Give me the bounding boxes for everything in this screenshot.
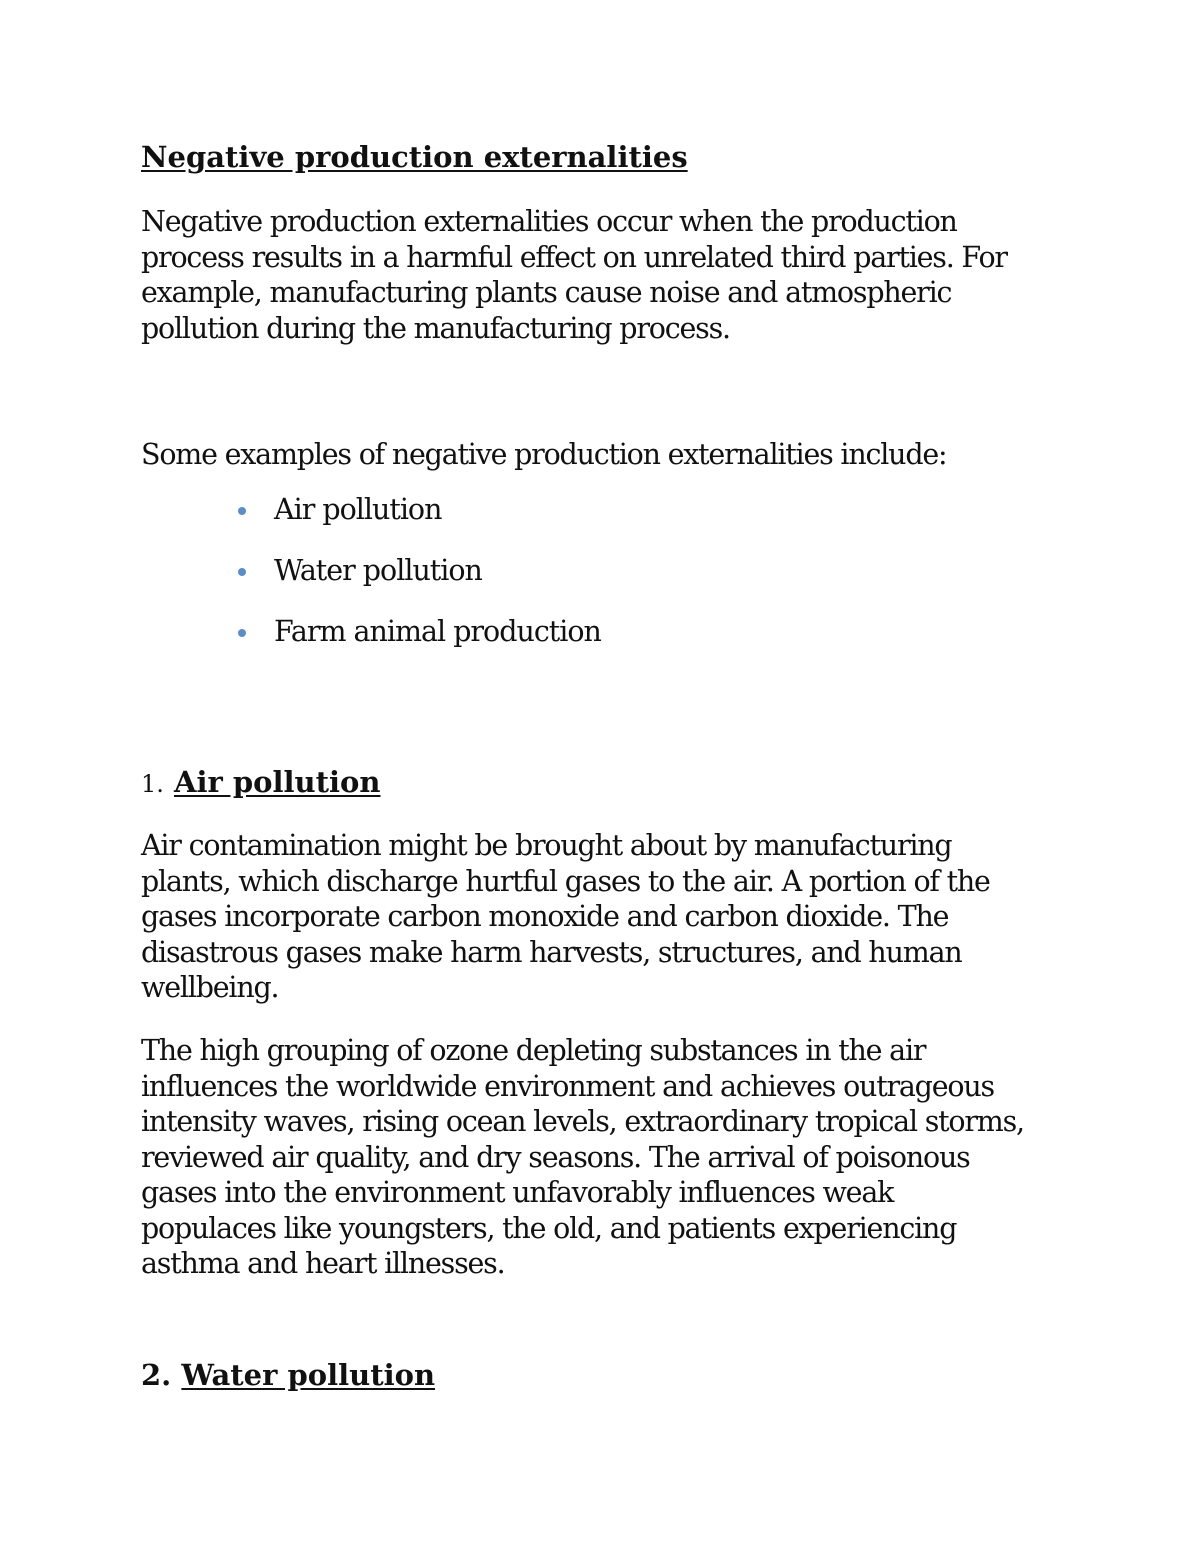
paragraph-line: disastrous gases make harm harvests, structures, and human (141, 935, 962, 969)
paragraph-line: The high grouping of ozone depleting substances in the air (141, 1034, 926, 1067)
intro-paragraph (141, 204, 1061, 346)
paragraph-line: Air contamination might be brought about by manufacturing (141, 829, 952, 862)
paragraph-line: populaces like youngsters, the old, and patients experiencing (141, 1211, 957, 1245)
section-heading-air-pollution (141, 765, 1061, 801)
examples-intro: Some examples of negative production externalities include: (141, 438, 947, 471)
paragraph-line: intensity waves, rising ocean levels, extraordinary tropical storms, (141, 1105, 1024, 1138)
paragraph-line: asthma and heart illnesses. (141, 1247, 505, 1280)
paragraph-line: wellbeing. (141, 971, 279, 1004)
intro-line: example, manufacturing plants cause noise and atmospheric (141, 276, 952, 309)
paragraph-line: plants, which discharge hurtful gases to the air. A portion of the (141, 864, 990, 898)
page-title: Negative production externalities (141, 140, 688, 174)
bullet-icon (238, 507, 246, 515)
section-title: Water pollution (181, 1358, 436, 1392)
list-item-label: Farm animal production (274, 615, 601, 648)
bullet-icon (238, 568, 246, 576)
list-item-label: Water pollution (274, 554, 482, 587)
section-number: 1. (141, 770, 164, 798)
intro-line: Negative production externalities occur when the production (141, 205, 957, 238)
intro-line: process results in a harmful effect on unrelated third parties. For (141, 240, 1007, 274)
section-number: 2. (141, 1358, 172, 1392)
list-item-label: Air pollution (274, 493, 442, 526)
paragraph-line: gases into the environment unfavorably influences weak (141, 1176, 894, 1209)
paragraph-line: gases incorporate carbon monoxide and carbon dioxide. The (141, 900, 949, 933)
paragraph-line: reviewed air quality, and dry seasons. The arrival of poisonous (141, 1140, 970, 1174)
bullet-icon (238, 629, 246, 637)
section-heading-water-pollution (141, 1358, 1061, 1392)
air-pollution-paragraph-2 (141, 1033, 1061, 1282)
paragraph-line: influences the worldwide environment and achieves outrageous (141, 1069, 994, 1103)
section-title: Air pollution (174, 765, 381, 799)
air-pollution-paragraph-1 (141, 828, 1061, 1006)
intro-line: pollution during the manufacturing process. (141, 311, 730, 345)
